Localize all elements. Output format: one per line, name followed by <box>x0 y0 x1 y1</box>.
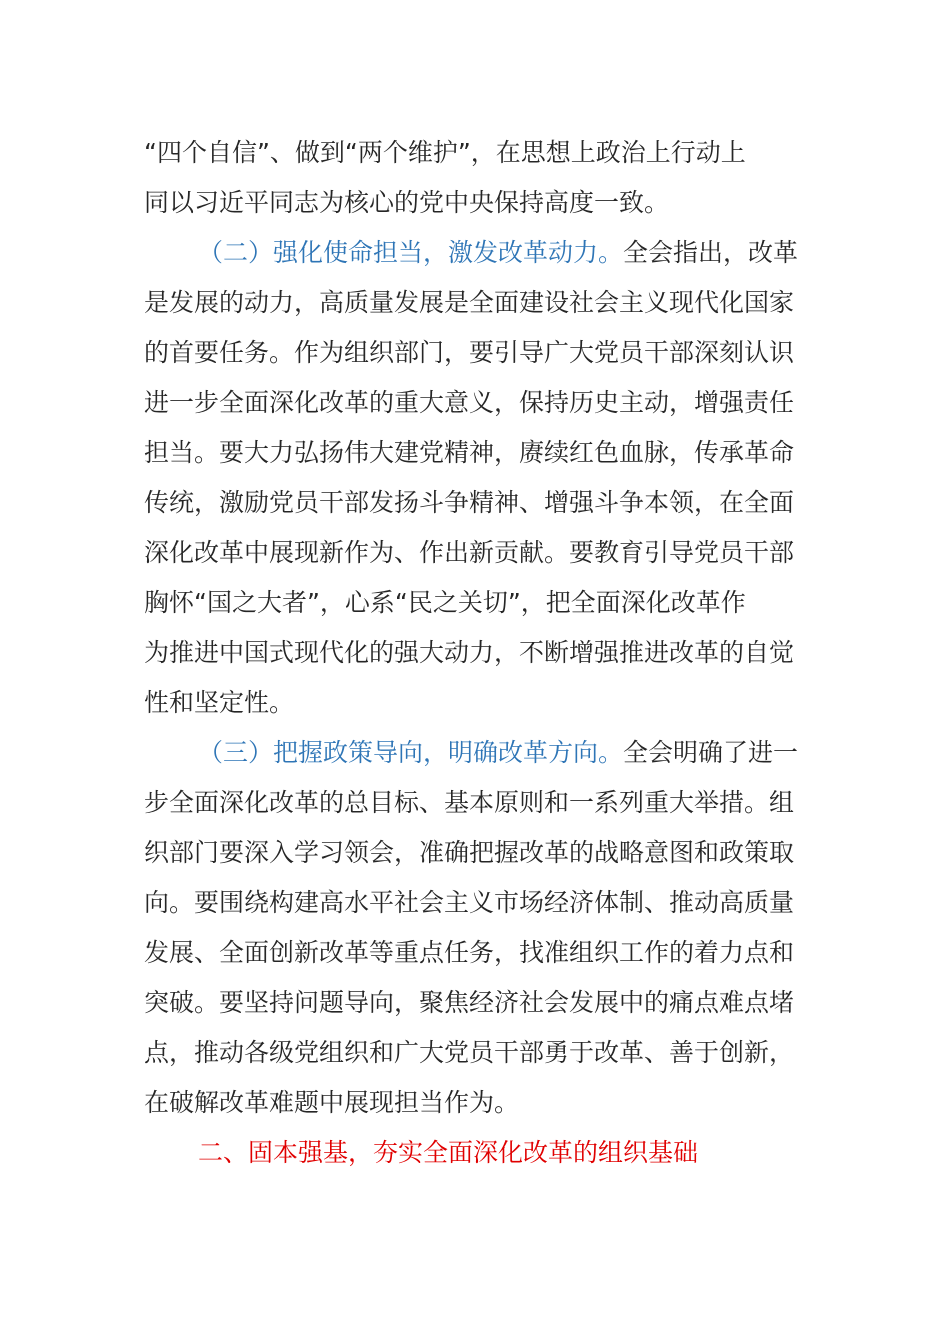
body-text-line: 为推进中国式现代化的强大动力，不断增强推进改革的自觉 <box>144 638 795 667</box>
section-heading-2: 二、固本强基，夯实全面深化改革的组织基础 <box>198 1138 699 1167</box>
body-text-line: “四个自信”、做到“两个维护”，在思想上政治上行动上 <box>144 138 746 167</box>
paragraph-first-line <box>144 728 799 778</box>
subsection-heading-3: （三）把握政策导向，明确改革方向。 <box>198 738 624 767</box>
body-text-run: 全会指出，改革 <box>623 238 799 267</box>
body-text-line: 突破。要坚持问题导向，聚焦经济社会发展中的痛点难点堵 <box>144 988 795 1017</box>
document-body <box>144 128 799 1178</box>
body-text-line: 是发展的动力，高质量发展是全面建设社会主义现代化国家 <box>144 288 795 317</box>
body-text-line: 点，推动各级党组织和广大党员干部勇于改革、善于创新， <box>144 1038 795 1067</box>
subsection-heading-2: （二）强化使命担当，激发改革动力。 <box>198 238 624 267</box>
body-text-line: 性和坚定性。 <box>144 688 295 717</box>
body-text-line: 进一步全面深化改革的重大意义，保持历史主动，增强责任 <box>144 388 795 417</box>
body-text-line: 深化改革中展现新作为、作出新贡献。要教育引导党员干部 <box>144 538 795 567</box>
body-text-run: 全会明确了进一 <box>623 738 799 767</box>
body-text-line: 在破解改革难题中展现担当作为。 <box>144 1088 520 1117</box>
paragraph-first-line <box>144 228 799 278</box>
body-text-line: 传统，激励党员干部发扬斗争精神、增强斗争本领，在全面 <box>144 488 795 517</box>
body-text-line: 织部门要深入学习领会，准确把握改革的战略意图和政策取 <box>144 838 795 867</box>
body-text-line: 步全面深化改革的总目标、基本原则和一系列重大举措。组 <box>144 788 795 817</box>
body-text-line: 发展、全面创新改革等重点任务，找准组织工作的着力点和 <box>144 938 795 967</box>
body-text-line: 同以习近平同志为核心的党中央保持高度一致。 <box>144 188 670 217</box>
body-text-line: 的首要任务。作为组织部门，要引导广大党员干部深刻认识 <box>144 338 795 367</box>
body-text-line: 胸怀“国之大者”，心系“民之关切”，把全面深化改革作 <box>144 588 746 617</box>
body-text-line: 担当。要大力弘扬伟大建党精神，赓续红色血脉，传承革命 <box>144 438 795 467</box>
body-text-line: 向。要围绕构建高水平社会主义市场经济体制、推动高质量 <box>144 888 795 917</box>
